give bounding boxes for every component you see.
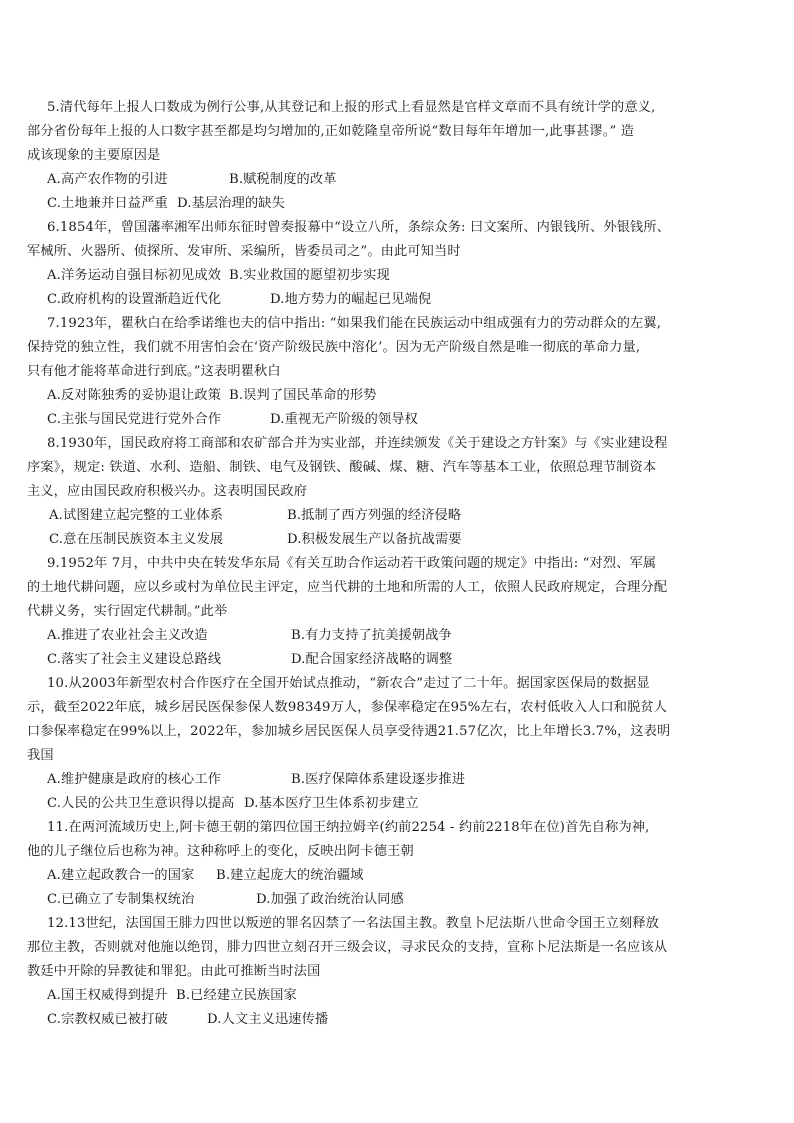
q6-stem-line-1: 6.1854年，曾国藩率湘军出师东征时曾奏报幕中“设立八所，条综众务: 曰文案所、内银钱所、外银钱所、 [47,220,671,235]
q10-option-d: D.基本医疗卫生体系初步建立 [244,796,419,811]
q8-stem-line-2: 序案》，规定: 铁道、水利、造船、制铁、电气及钢铁、酸碱、煤、糖、汽车等基本工业，依照总理节制资本 [27,460,657,475]
q9-stem-line-1: 9.1952年 7月，中共中央在转发华东局《有关互助合作运动若干政策问题的规定》中指出: “对烈、军属 [47,556,657,571]
q5-option-a: A.高产农作物的引进 [47,172,168,187]
q11-stem-line-1: 11.在两河流域历史上,阿卡德王朝的第四位国王纳拉姆辛(约前2254 - 约前2218年在位)首先自称为神, [47,820,650,835]
q9-option-a: A.推进了农业社会主义改造 [47,628,208,643]
q8-option-c: C.意在压制民族资本主义发展 [49,532,224,547]
q12-option-b: B.已经建立民族国家 [176,988,297,1003]
q11-stem-line-2: 他的儿子继位后也称为神。这种称呼上的变化，反映出阿卡德王朝 [27,844,414,859]
q7-option-a: A.反对陈独秀的妥协退让政策 [47,388,222,403]
q5-option-b: B.赋税制度的改革 [229,172,337,187]
q7-option-d: D.重视无产阶级的领导权 [270,412,418,427]
q7-stem-line-2: 保持党的独立性，我们就不用害怕会在‘资产阶级民族中溶化’。因为无产阶级自然是唯一彻底的革命力量, [27,340,641,355]
q12-stem-line-3: 教廷中开除的异教徒和罪犯。由此可推断当时法国 [27,964,321,979]
q9-option-d: D.配合国家经济战略的调整 [291,652,453,667]
q7-stem-line-1: 7.1923年，瞿秋白在给季诺维也夫的信中指出: “如果我们能在民族运动中组成强有力的劳动群众的左翼, [47,316,662,331]
q10-option-a: A.维护健康是政府的核心工作 [47,772,222,787]
q10-stem-line-3: 口参保率稳定在99%以上，2022年，参加城乡居民医保人员享受待遇21.57亿次，比上年增长3.7%，这表明 [27,724,671,739]
q11-option-a: A.建立起政教合一的国家 [47,868,195,883]
q5-stem-line-2: 部分省份每年上报的人口数字甚至都是均匀增加的,正如乾隆皇帝所说“数目每年年增加一,此事甚谬。” 造 [27,124,635,139]
q8-option-d: D.积极发展生产以备抗战需要 [287,532,462,547]
q6-option-b: B.实业救国的愿望初步实现 [229,268,390,283]
q5-option-d: D.基层治理的缺失 [177,196,285,211]
q6-option-a: A.洋务运动自强目标初见成效 [47,268,222,283]
q12-option-a: A.国王权威得到提升 [47,988,168,1003]
q7-option-b: B.误判了国民革命的形势 [229,388,377,403]
q9-stem-line-3: 代耕义务，实行固定代耕制。”此举 [27,604,228,619]
q12-stem-line-2: 那位主教，否则就对他施以绝罚，腓力四世立刻召开三级会议，寻求民众的支持，宣称卜尼法斯是一名应该从 [27,940,668,955]
q5-option-c: C.土地兼并日益严重 [47,196,168,211]
q12-option-c: C.宗教权威已被打破 [47,1012,168,1027]
q8-stem-line-3: 主义，应由国民政府积极兴办。这表明国民政府 [27,484,308,499]
q9-stem-line-2: 的土地代耕问题，应以乡或村为单位民主评定，应当代耕的土地和所需的人工，依照人民政府规定，合理分配 [27,580,668,595]
q12-option-d: D.人文主义迅速传播 [207,1012,329,1027]
q6-option-c: C.政府机构的设置渐趋近代化 [47,292,222,307]
q5-stem-line-3: 成该现象的主要原因是 [27,148,161,163]
q7-option-c: C.主张与国民党进行党外合作 [47,412,222,427]
q9-option-c: C.落实了社会主义建设总路线 [47,652,222,667]
q5-stem-line-1: 5.清代每年上报人口数成为例行公事,从其登记和上报的形式上看显然是官样文章而不具有统计学的意义, [47,100,656,115]
q10-stem-line-4: 我国 [27,748,54,763]
q10-option-b: B.医疗保障体系建设逐步推进 [291,772,466,787]
q9-option-b: B.有力支持了抗美援朝战争 [291,628,452,643]
q12-stem-line-1: 12.13世纪，法国国王腓力四世以叛逆的罪名囚禁了一名法国主教。教皇卜尼法斯八世命令国王立刻释放 [47,916,660,931]
q8-stem-line-1: 8.1930年，国民政府将工商部和农矿部合并为实业部，并连续颁发《关于建设之方针案》与《实业建设程 [47,436,668,451]
q7-stem-line-3: 只有他才能将革命进行到底。”这表明瞿秋白 [27,364,281,379]
q11-option-b: B.建立起庞大的统治疆域 [216,868,364,883]
q6-option-d: D.地方势力的崛起已见端倪 [270,292,432,307]
q11-option-c: C.已确立了专制集权统治 [47,892,195,907]
q10-option-c: C.人民的公共卫生意识得以提高 [47,796,235,811]
q6-stem-line-2: 军械所、火器所、侦探所、发审所、采编所，皆委员司之”。由此可知当时 [27,244,461,259]
q10-stem-line-1: 10.从2003年新型农村合作医疗在全国开始试点推动，“新农合”走过了二十年。据国家医保局的数据显 [47,676,650,691]
q11-option-d: D.加强了政治统治认同感 [256,892,404,907]
q10-stem-line-2: 示，截至2022年底，城乡居民医保参保人数98349万人，参保率稳定在95%左右，农村低收入人口和脱贫人 [27,700,668,715]
q8-option-b: B.抵制了西方列强的经济侵略 [287,508,462,523]
q8-option-a: A.试图建立起完整的工业体系 [49,508,224,523]
